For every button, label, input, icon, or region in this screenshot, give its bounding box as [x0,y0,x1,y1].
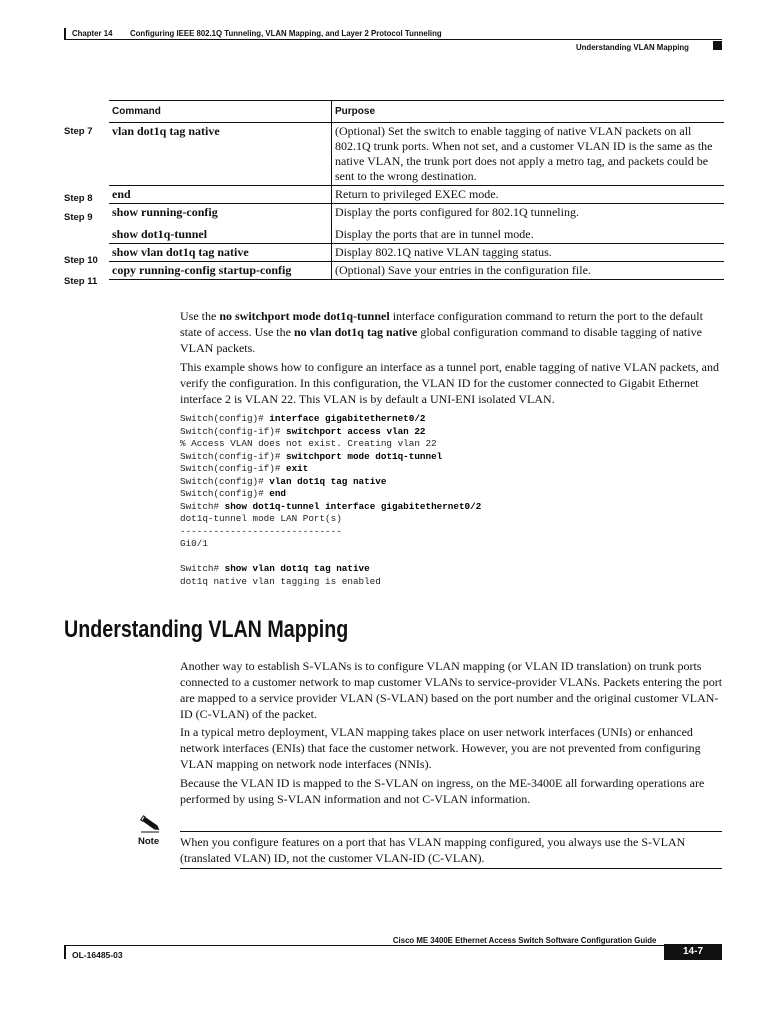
chapter-number: Chapter 14 [72,28,113,38]
step-label: Step 11 [64,276,98,287]
command-table [109,100,724,280]
column-header-command: Command [109,101,332,123]
paragraph-text: In a typical metro deployment, VLAN mapping takes place on user network interfaces (UNIs) or enhanced network interfaces (ENIs) that face the customer network. However, you are not prevented from configuring VLAN mapping on network node interfaces (NNIs). [180,725,701,771]
header-square [713,41,722,50]
section-heading: Understanding VLAN Mapping [64,616,349,643]
text-run: interface configuration command to return the port to the default state of access. Use the [180,309,703,339]
note-rule-top [180,831,722,832]
code-prompt: dot1q native vlan tagging is enabled [180,575,381,587]
page-number: 14-7 [664,944,722,960]
command-cell: show dot1q-tunnel [109,226,332,244]
code-line [180,476,481,489]
pencil-note-icon [138,814,162,834]
chapter-title: Configuring IEEE 802.1Q Tunneling, VLAN Mapping, and Layer 2 Protocol Tunneling [130,28,442,38]
code-prompt: Switch(config-if)# [180,463,287,474]
note-text: When you configure features on a port that has VLAN mapping configured, you always use the S-VLAN (translated VLAN) ID, not the customer VLAN-ID (C-VLAN). [180,835,686,865]
table-row [109,262,724,280]
paragraph-text: Another way to establish S-VLANs is to configure VLAN mapping (or VLAN ID translation) on trunk ports connected to a customer network to map customer VLANs to service-provider VLANs. Packets entering the port are mapped to a service provider VLAN (S-VLAN) based on the port number and the original customer VLAN-ID (C-VLAN) of the packet. [180,659,723,721]
body-paragraph [180,308,725,356]
text-run: Use the [180,309,220,323]
step-label: Step 10 [64,255,98,266]
code-line [180,413,481,426]
header-rule [64,39,722,40]
body-paragraph [180,724,725,772]
code-prompt: Switch(config)# [180,475,270,487]
purpose-cell: (Optional) Save your entries in the configuration file. [332,262,725,280]
purpose-cell: Return to privileged EXEC mode. [332,186,725,204]
code-line [180,426,481,439]
body-paragraph [180,775,725,807]
code-command: show dot1q-tunnel interface gigabitethernet0/2 [224,500,482,512]
command-cell: vlan dot1q tag native [109,123,332,186]
code-prompt: Switch(config)# [180,488,270,499]
code-example [180,413,481,588]
paragraph-text: Because the VLAN ID is mapped to the S-VLAN on ingress, on the ME-3400E all forwarding operations are performed by using S-VLAN information and not C-VLAN information. [180,776,705,806]
purpose-cell: Display the ports configured for 802.1Q tunneling. [332,204,725,227]
code-prompt: dot1q-tunnel mode LAN Port(s) [180,513,342,524]
purpose-cell: Display 802.1Q native VLAN tagging status. [332,244,725,262]
code-prompt: Switch# [180,500,225,512]
code-line [180,576,481,589]
column-header-purpose: Purpose [332,101,725,123]
purpose-cell: Display the ports that are in tunnel mode. [332,226,725,244]
code-command: vlan dot1q tag native [269,475,387,487]
code-command: show vlan dot1q tag native [224,563,370,574]
note-label: Note [138,836,160,847]
code-prompt: Switch# [180,563,225,574]
code-line [180,551,481,564]
command-cell: show vlan dot1q tag native [109,244,332,262]
code-prompt: Switch(config-if)# [180,425,287,437]
code-prompt: Switch(config-if)# [180,450,287,462]
code-prompt: Gi0/1 [180,538,208,549]
table-row [109,204,724,227]
code-line [180,463,481,476]
inline-command: no switchport mode dot1q-tunnel [219,309,390,323]
code-command: switchport mode dot1q-tunnel [286,450,443,462]
code-line [180,563,481,576]
footer-marker [64,945,66,959]
code-line [180,538,481,551]
table-row [109,123,724,186]
footer-rule [64,945,664,946]
purpose-cell: (Optional) Set the switch to enable tagging of native VLAN packets on all 802.1Q trunk ports. When not set, and a customer VLAN ID is the same as the native VLAN, the trunk port does not apply a metro tag, and packets could be sent to the wrong destination. [332,123,725,186]
table-row [109,226,724,244]
running-section-title: Understanding VLAN Mapping [576,42,689,52]
code-command: switchport access vlan 22 [286,425,426,437]
code-line [180,501,481,514]
note-rule-bottom [180,868,722,869]
table-row [109,186,724,204]
code-prompt: Switch(config)# [180,413,270,424]
command-cell: copy running-config startup-config [109,262,332,280]
command-cell: end [109,186,332,204]
code-line [180,451,481,464]
code-command: interface gigabitethernet0/2 [269,413,426,424]
inline-command: no vlan dot1q tag native [293,325,418,339]
body-paragraph [180,658,725,722]
step-label: Step 8 [64,193,93,204]
code-line [180,488,481,501]
command-cell: show running-config [112,205,218,219]
paragraph-text: This example shows how to configure an interface as a tunnel port, enable tagging of native VLAN packets, and verify the configuration. In this configuration, the VLAN ID for the customer connected to Gigabit Ethernet interface 2 is VLAN 22. This VLAN is by default a UNI-ENI isolated VLAN. [180,360,719,406]
code-line [180,513,481,526]
code-prompt: ----------------------------- [180,525,342,537]
step-label: Step 7 [64,126,93,137]
step-label: Step 9 [64,212,93,223]
code-prompt: % Access VLAN does not exist. Creating vlan 22 [180,438,437,449]
code-command: exit [286,463,309,474]
footer-guide-title: Cisco ME 3400E Ethernet Access Switch Software Configuration Guide [392,935,656,945]
footer-doc-number: OL-16485-03 [72,950,123,960]
text-run: global configuration command to disable tagging of native VLAN packets. [180,325,702,355]
code-line [180,438,481,451]
table-row [109,244,724,262]
table-header-row [109,101,724,123]
code-line [180,526,481,539]
body-paragraph [180,359,725,407]
code-command: end [269,488,287,499]
